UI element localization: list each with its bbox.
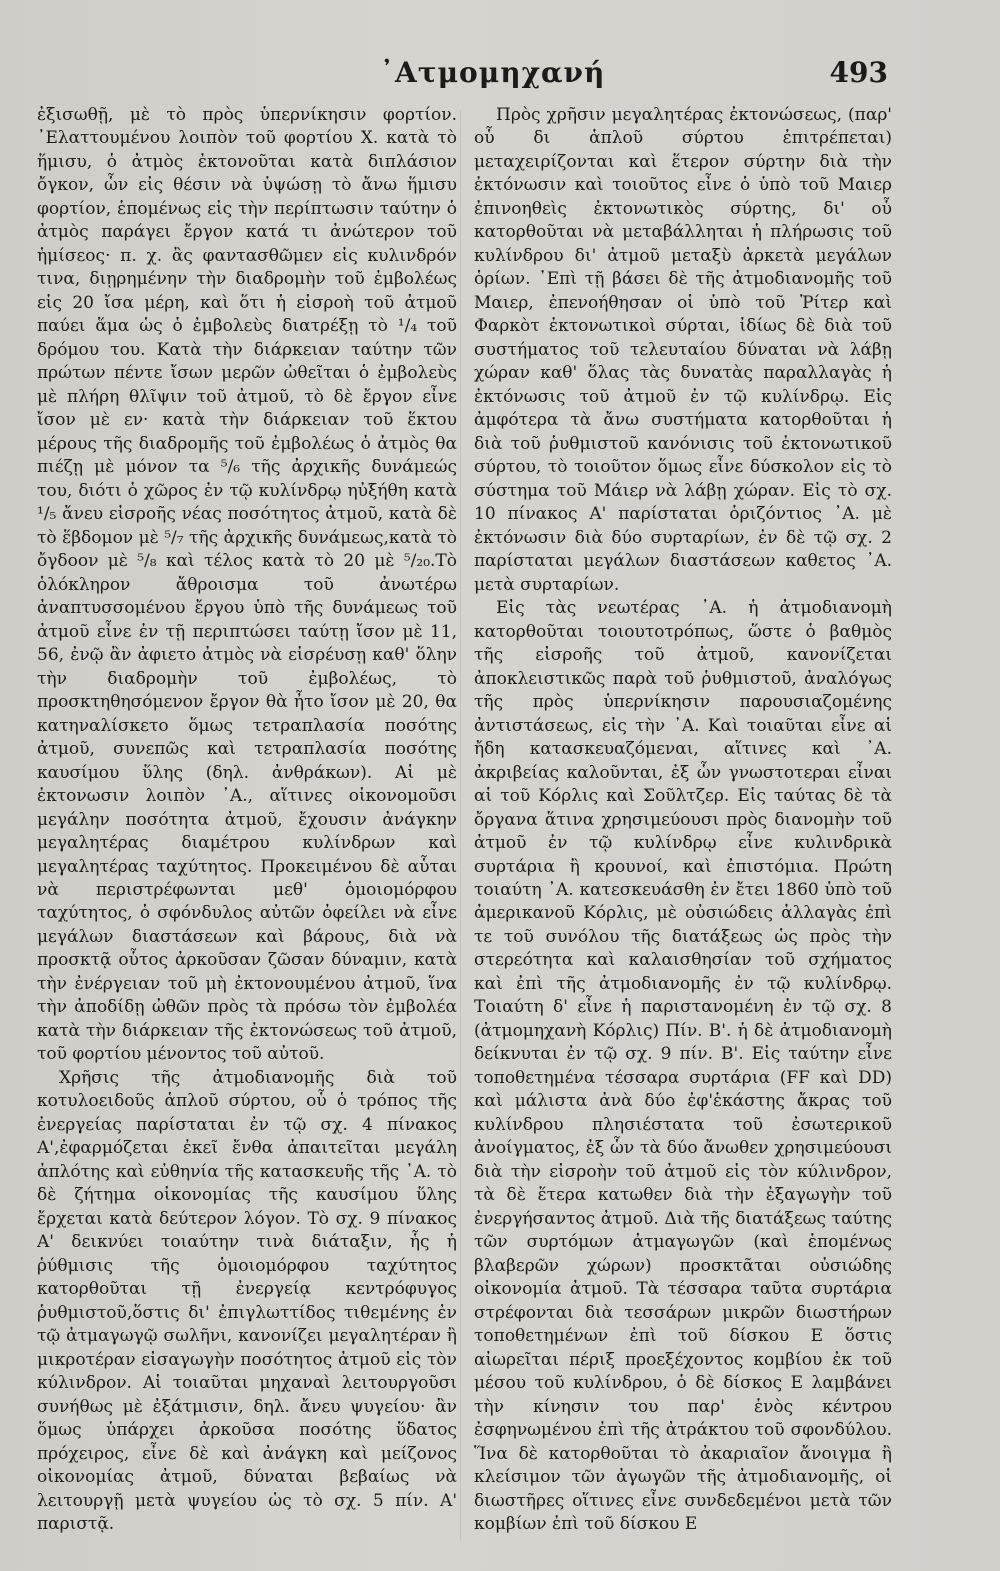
- running-title: ᾿Ατμομηχανή: [380, 56, 606, 89]
- paragraph: Εἰς τὰς νεωτέρας ᾿Α. ἡ ἀτμοδιανομὴ κατορθοῦται τοιουτοτρόπως, ὥστε ὁ βαθμὸς τῆς εἰσροῆς τοῦ ἀτμοῦ, κανονίζεται ἀποκλειστικῶς παρὰ τοῦ ῥυθμιστοῦ, ἀναλόγως τῆς πρὸς ὑπερνίκησιν παρουσιαζομένης ἀντιστάσεως, εἰς τὴν ᾿Α. Καὶ τοιαῦται εἶνε αἱ ἤδη κατασκευαζόμεναι, αἵτινες καὶ ᾿Α. ἀκριβείας καλοῦνται, ἐξ ὧν γνωστοτεραι εἶναι αἱ τοῦ Κόρλις καὶ Σοῦλτζερ. Εἰς ταύτας δὲ τὰ ὄργανα ἅτινα χρησιμεύουσι πρὸς διανομὴν τοῦ ἀτμοῦ ἐν τῷ κυλίνδρῳ εἶνε κυλινδρικὰ συρτάρια ἢ κρουνοί, καὶ ἐπιστόμια. Πρώτη τοιαύτη ᾿Α. κατεσκευάσθη ἐν ἔτει 1860 ὑπὸ τοῦ ἀμερικανοῦ Κόρλις, μὲ οὐσιώδεις ἀλλαγὰς ἐπὶ τε τοῦ συνόλου τῆς διατάξεως ὡς πρὸς τὴν στερεότητα καὶ καλαισθησίαν τοῦ σχήματος καὶ ἐπὶ τῆς ἀτμοδιανομῆς ἐν τῷ κυλίνδρῳ. Τοιαύτη δ' εἶνε ἡ παριστανομένη ἐν τῷ σχ. 8 (ἀτμομηχανὴ Κόρλις) Πίν. Β'. ἡ δὲ ἀτμοδιανομὴ δείκνυται ἐν τῷ σχ. 9 πίν. Β'. Εἰς ταύτην εἶνε τοποθετημένα τέσσαρα συρτάρια (FF καὶ DD) καὶ μάλιστα ἀνὰ δύο ἐφ'ἑκάστης ἄκρας τοῦ κυλίνδρου πλησιέστατα τοῦ ἐσωτερικοῦ ἀνοίγματος, ἐξ ὧν τὰ δύο ἄνωθεν χρησιμεύουσι διὰ τὴν εἰσροὴν τοῦ ἀτμοῦ εἰς τὸν κύλινδρον, τὰ δὲ ἕτερα κατωθεν διὰ τὴν ἐξαγωγὴν τοῦ ἐνεργήσαντος ἀτμοῦ. Διὰ τῆς διατάξεως ταύτης τῶν συρτόμων ἀτμαγωγῶν (καὶ ἑπομένως βλαβερῶν χώρων) προσκτᾶται οὐσιώδης οἰκονομία ἀτμοῦ. Τὰ τέσσαρα ταῦτα συρτάρια στρέφονται διὰ τεσσάρων μικρῶν διωστήρων τοποθετημένων ἐπὶ τοῦ δίσκου Ε ὅστις αἰωρεῖται πέριξ προεξέχοντος κομβίου ἐκ τοῦ μέσου τοῦ κυλίνδρου, ὁ δὲ δίσκος Ε λαμβάνει τὴν κίνησιν του παρ' ἑνὸς κέντρου ἐσφηνωμένου ἐπὶ τῆς ἀτράκτου τοῦ σφονδύλου. Ἵνα δὲ κατορθοῦται τὸ ἀκαριαῖον ἄνοιγμα ἢ κλείσιμον τῶν ἀγωγῶν τῆς ἀτμοδιανομῆς, οἱ διωστῆρες οἵτινες εἶνε συνδεδεμένοι μετὰ τῶν κομβίων ἐπὶ τοῦ δίσκου Ε: [474, 598, 892, 1535]
- paragraph: ἐξισωθῇ, μὲ τὸ πρὸς ὑπερνίκησιν φορτίον. ᾿Ελαττουμένου λοιπὸν τοῦ φορτίου Χ. κατὰ τὸ ἥμισυ, ὁ ἀτμὸς ἐκτονοῦται κατὰ διπλάσιον ὄγκον, ὧν εἰς θέσιν νὰ ὑψώσῃ τὸ ἄνω ἥμισυ φορτίον, ἑπομένως εἰς τὴν περίπτωσιν ταύτην ὁ ἀτμὸς παράγει ἔργον κατά τι ἀνώτερον τοῦ ἡμίσεος· π. χ. ἂς φαντασθῶμεν εἰς κυλινδρόν τινα, διῃρημένην τὴν διαδρομὴν τοῦ ἐμβολέως εἰς 20 ἴσα μέρη, καὶ ὅτι ἡ εἰσροὴ τοῦ ἀτμοῦ παύει ἅμα ὡς ὁ ἐμβολεὺς διατρέξῃ τὸ ¹/₄ τοῦ δρόμου του. Κατὰ τὴν διάρκειαν ταύτην τῶν πρώτων πέντε ἴσων μερῶν ὠθεῖται ὁ ἐμβολεὺς μὲ πλήρη θλῖψιν τοῦ ἀτμοῦ, τὸ δὲ ἔργον εἶνε ἴσον μὲ εν· κατὰ τὴν διάρκειαν τοῦ ἕκτου μέρους τῆς διαδρομῆς τοῦ ἐμβολέως ὁ ἀτμὸς θα πιέζῃ μὲ μόνον τα ⁵/₆ τῆς ἀρχικῆς δυνάμεώς του, διότι ὁ χῶρος ἐν τῷ κυλίνδρῳ ηὐξήθη κατὰ ¹/₅ ἄνευ εἰσροῆς νέας ποσότητος ἀτμοῦ, κατὰ δὲ τὸ ἕβδομον μὲ ⁵/₇ τῆς ἀρχικῆς δυνάμεως,κατὰ τὸ ὄγδοον μὲ ⁵/₈ καὶ τέλος κατὰ τὸ 20 μὲ ⁵/₂₀.Τὸ ὁλόκληρον ἄθροισμα τοῦ ἀνωτέρω ἀναπτυσσομένου ἔργου ὑπὸ τῆς δυνάμεως τοῦ ἀτμοῦ εἶνε ἐν τῇ περιπτώσει ταύτῃ ἴσον μὲ 11, 56, ἐνῷ ἂν ἀφιετο ἀτμὸς νὰ εἰσρέυσῃ καθ' ὅλην τὴν διαδρομὴν τοῦ ἐμβολέως, τὸ προσκτηθησόμενον ἔργον θὰ ἦτο ἴσον μὲ 20, θα κατηναλίσκετο ὅμως τετραπλασία ποσότης ἀτμοῦ, συνεπῶς καὶ τετραπλασία ποσότης καυσίμου ὕλης (δηλ. ἀνθράκων). Αἱ μὲ ἐκτονωσιν λοιπὸν ᾿Α., αἵτινες οἰκονομοῦσι μεγάλην ποσότητα ἀτμοῦ, ἔχουσιν ἀνάγκην μεγαλητέρας διαμέτρου κυλίνδρων καὶ μεγαλητέρας ταχύτητος. Προκειμένου δὲ αὗται νὰ περιστρέφωνται μεθ' ὁμοιομόρφου ταχύτητος, ὁ σφόνδυλος αὐτῶν ὀφείλει νὰ εἶνε μεγάλων διαστάσεων καὶ βάρους, διὰ νὰ προσκτᾷ οὗτος ἀρκοῦσαν ζῶσαν δύναμιν, κατὰ τὴν ἐνέργειαν τοῦ μὴ ἐκτονουμένου ἀτμοῦ, ἵνα τὴν ἀποδίδῃ ὠθῶν πρὸς τὰ πρόσω τὸν ἐμβολέα κατὰ τὴν διάρκειαν τῆς ἐκτονώσεως τοῦ ἀτμοῦ, τοῦ φορτίου μένοντος τοῦ αὐτοῦ.: [37, 105, 457, 1065]
- right-column: [474, 104, 892, 1537]
- page-number: 493: [829, 56, 888, 89]
- left-column: [37, 104, 457, 1537]
- page-header: [0, 50, 1000, 100]
- paragraph: Χρῆσις τῆς ἀτμοδιανομῆς διὰ τοῦ κοτυλοειδοῦς ἁπλοῦ σύρτου, οὗ ὁ τρόπος τῆς ἐνεργείας παρίσταται ἐν τῷ σχ. 4 πίνακος Α',ἐφαρμόζεται ἐκεῖ ἔνθα ἀπαιτεῖται μεγάλη ἀπλότης καὶ εὐθηνία τῆς κατασκευῆς τῆς ᾿Α. τὸ δὲ ζήτημα οἰκονομίας τῆς καυσίμου ὕλης ἔρχεται κατὰ δεύτερον λόγον. Τὸ σχ. 9 πίνακος Α' δεικνύει τοιαύτην τινὰ διάταξιν, ἧς ἡ ῥύθμισις τῆς ὁμοιομόρφου ταχύτητος κατορθοῦται τῇ ἐνεργείᾳ κεντρόφυγος ῥυθμιστοῦ,ὅστις δι' ἐπιγλωττίδος τιθεμένης ἐν τῷ ἀτμαγωγῷ σωλῆνι, κανονίζει μεγαλητέραν ἢ μικροτέραν εἰσαγωγὴν ποσότητος ἀτμοῦ εἰς τὸν κύλινδρον. Αἱ τοιαῦται μηχαναὶ λειτουργοῦσι συνήθως μὲ ἐξάτμισιν, δηλ. ἄνευ ψυγείου· ἂν ὅμως ὑπάρχει ἀρκοῦσα ποσότης ὕδατος πρόχειρος, εἶνε δὲ καὶ ἀνάγκη καὶ μείζονος οἰκονομίας ἀτμοῦ, δύναται βεβαίως νὰ λειτουργῇ μετὰ ψυγείου ὡς τὸ σχ. 5 πίν. Α' παριστᾷ.: [37, 1067, 457, 1535]
- paragraph: Πρὸς χρῆσιν μεγαλητέρας ἐκτονώσεως, (παρ' οὗ δι ἁπλοῦ σύρτου ἐπιτρέπεται) μεταχειρίζονται καὶ ἕτερον σύρτην διὰ τὴν ἐκτόνωσιν καὶ τοιοῦτος εἶνε ὁ ὑπὸ τοῦ Μαιερ ἐπινοηθεὶς ἐκτονωτικὸς σύρτης, δι' οὗ κατορθοῦται νὰ μεταβάλληται ἡ πλήρωσις τοῦ κυλίνδρου δι' ἀτμοῦ μεταξὺ ἀρκετὰ μεγάλων ὁρίων. ᾿Επὶ τῇ βάσει δὲ τῆς ἀτμοδιανομῆς τοῦ Μαιερ, ἐπενοήθησαν οἱ ὑπὸ τοῦ Ῥίτερ καὶ Φαρκὸτ ἐκτονωτικοὶ σύρται, ἰδίως δὲ διὰ τοῦ συστήματος τοῦ τελευταίου δύναται νὰ λάβῃ χώραν καθ' ὅλας τὰς δυνατὰς παραλλαγὰς ἡ ἐκτόνωσις τοῦ ἀτμοῦ ἐν τῷ κυλίνδρῳ. Εἰς ἀμφότερα τὰ ἄνω συστήματα κατορθοῦται ἡ διὰ τοῦ ῥυθμιστοῦ κανόνισις τοῦ ἐκτονωτικοῦ σύρτου, τὸ τοιοῦτον ὅμως εἶνε δύσκολον εἰς τὸ σύστημα τοῦ Μάιερ νὰ λάβῃ χώραν. Εἰς τὸ σχ. 10 πίνακος Α' παρίσταται ὁριζόντιος ᾿Α. μὲ ἐκτόνωσιν διὰ δύο συρταρίων, ἐν δὲ τῷ σχ. 2 παρίσταται μεγάλων διαστάσεων καθετος ᾿Α. μετὰ συρταρίων.: [474, 105, 892, 595]
- column-divider: [460, 110, 461, 1540]
